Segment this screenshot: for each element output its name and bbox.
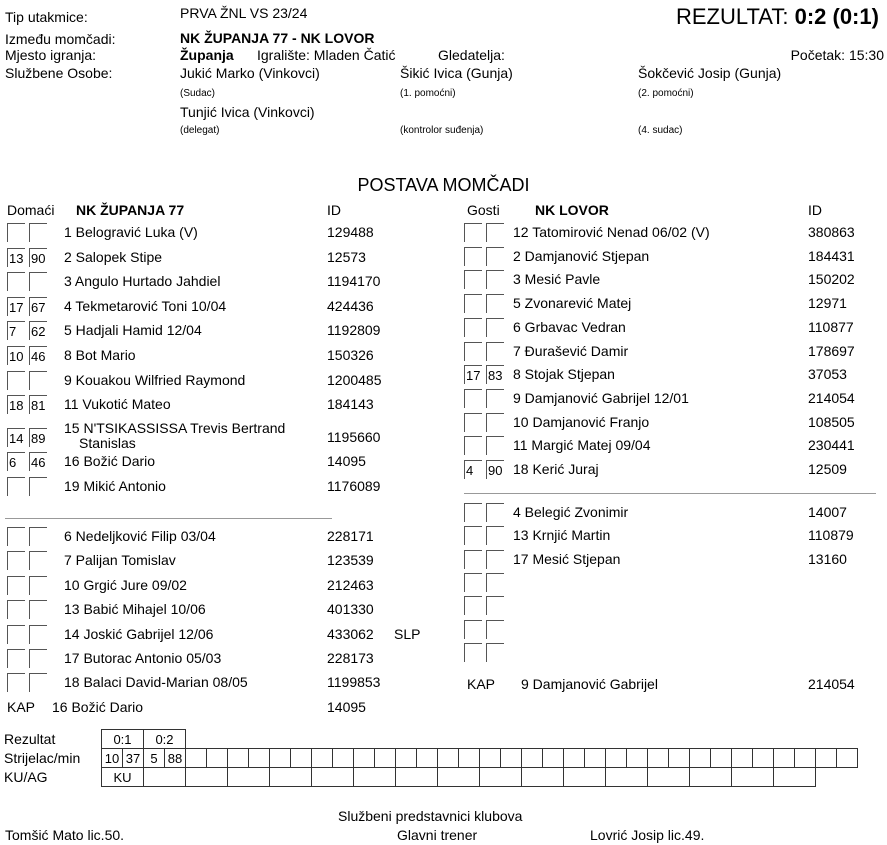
official-name: Šikić Ivica (Gunja)	[400, 65, 513, 81]
scorer-cell	[186, 749, 207, 768]
scorer-cell	[480, 749, 501, 768]
scorer-cell	[774, 749, 795, 768]
official-role: (4. sudac)	[638, 125, 683, 136]
sub-min-box	[486, 643, 504, 662]
kuag-cell	[354, 768, 396, 787]
player-id: 230441	[808, 437, 855, 454]
sub-in-box	[464, 223, 482, 242]
scorer-cell	[837, 749, 858, 768]
sub-min-box	[29, 272, 47, 291]
sub-in-box: 18	[7, 395, 25, 414]
scorer-cell	[312, 749, 333, 768]
sub-min-box: 83	[486, 365, 504, 384]
player-id: 13160	[808, 550, 847, 567]
sub-in-box	[7, 576, 25, 595]
player-id: 184431	[808, 247, 855, 264]
kuag-cell	[144, 768, 186, 787]
away-captain-id: 214054	[808, 676, 855, 692]
kuag-cell	[606, 768, 648, 787]
kuag-cell	[774, 768, 816, 787]
player-id: 12971	[808, 295, 847, 312]
player-name: 13 Krnjić Martin	[513, 527, 611, 544]
scorer-cell	[270, 749, 291, 768]
sub-in-box	[7, 477, 25, 496]
sub-min-box: 90	[29, 248, 47, 267]
official-name: Jukić Marko (Vinkovci)	[180, 65, 320, 81]
player-id: 1194170	[327, 273, 381, 290]
player-name: 5 Hadjali Hamid 12/04	[64, 322, 202, 339]
kuag-cell	[396, 768, 438, 787]
player-name: 8 Bot Mario	[64, 347, 136, 363]
scorer-cell	[438, 749, 459, 768]
sub-min-box: 90	[486, 460, 504, 479]
sub-min-box	[29, 551, 47, 570]
sub-in-box: 7	[7, 321, 25, 340]
sub-in-box	[7, 625, 25, 644]
sub-in-box	[7, 551, 25, 570]
scorer-cell	[333, 749, 354, 768]
sub-in-box	[464, 503, 482, 522]
representative-role: Glavni trener	[397, 827, 478, 843]
sub-in-box	[7, 600, 25, 619]
sub-min-box	[486, 596, 504, 615]
kuag-cell	[270, 768, 312, 787]
sub-min-box: 62	[29, 321, 47, 340]
score-cell: 0:2	[144, 730, 186, 749]
player-name: 17 Butorac Antonio 05/03	[64, 650, 222, 666]
player-id: 1192809	[327, 322, 381, 339]
scorer-cell	[669, 749, 690, 768]
player-name: 10 Damjanović Franjo	[513, 413, 650, 430]
pitch: Igralište: Mladen Čatić	[257, 47, 396, 63]
sub-min-box	[486, 247, 504, 266]
sub-min-box	[29, 371, 47, 390]
scorer-cell	[396, 749, 417, 768]
player-name: 13 Babić Mihajel 10/06	[64, 601, 206, 618]
away-representative: Lovrić Josip lic.49.	[590, 827, 705, 843]
away-side-label: Gosti	[467, 202, 500, 218]
player-name: 18 Balaci David-Marian 08/05	[64, 674, 248, 691]
player-name: 2 Salopek Stipe	[64, 248, 163, 265]
home-captain-id: 14095	[327, 699, 366, 715]
player-name: 1 Belogravić Luka (V)	[64, 224, 198, 240]
scorer-cell	[732, 749, 753, 768]
player-name: 5 Zvonarević Matej	[513, 295, 632, 312]
sub-in-box	[464, 247, 482, 266]
sub-min-box	[486, 318, 504, 337]
result-value: 0:2 (0:1)	[794, 4, 879, 29]
home-team: NK ŽUPANJA 77	[76, 202, 185, 218]
away-team: NK LOVOR	[535, 202, 609, 218]
sub-in-box: 17	[7, 297, 25, 316]
sub-in-box	[7, 673, 25, 692]
player-id: 108505	[808, 413, 855, 430]
player-name: 3 Mesić Pavle	[513, 271, 601, 288]
sub-min-box	[486, 294, 504, 313]
kuag-cell	[522, 768, 564, 787]
player-name: 12 Tatomirović Nenad 06/02 (V)	[513, 224, 710, 240]
sub-in-box: 4	[464, 460, 482, 479]
scorer-cell	[753, 749, 774, 768]
player-name: 11 Margić Matej 09/04	[513, 437, 651, 454]
between-label: Između momčadi:	[5, 31, 116, 47]
player-id: 228171	[327, 528, 374, 544]
kuag-cell	[564, 768, 606, 787]
venue-value: Županja	[180, 47, 234, 63]
sub-min-box	[29, 527, 47, 546]
sub-in-box	[7, 272, 25, 291]
sub-min-box	[486, 436, 504, 455]
player-id: 12509	[808, 461, 847, 477]
player-name: 7 Đurašević Damir	[513, 342, 629, 359]
sub-min-box	[486, 389, 504, 408]
sub-min-box	[29, 673, 47, 692]
sub-min-box	[486, 620, 504, 639]
home-captain: 16 Božić Dario	[52, 699, 144, 715]
player-id: 150202	[808, 271, 855, 288]
sub-min-box: 81	[29, 395, 47, 414]
sub-min-box: 67	[29, 297, 47, 316]
officials-label: Službene Osobe:	[5, 65, 113, 81]
player-id: 123539	[327, 552, 374, 569]
player-id: 110877	[808, 318, 854, 335]
official-role: (2. pomoćni)	[638, 88, 694, 99]
player-name: 3 Angulo Hurtado Jahdiel	[64, 273, 221, 290]
away-captain-label: KAP	[467, 676, 496, 692]
player-id: 37053	[808, 366, 847, 383]
away-divider	[464, 493, 876, 494]
sub-in-box	[464, 573, 482, 592]
scorer-cell	[375, 749, 396, 768]
official-name: Šokčević Josip (Gunja)	[638, 65, 782, 81]
official-role: (kontrolor suđenja)	[400, 125, 484, 136]
scorer-cell	[564, 749, 585, 768]
sub-min-box	[29, 576, 47, 595]
home-id-label: ID	[327, 202, 341, 218]
sub-in-box	[464, 526, 482, 545]
result-row-label: Rezultat	[4, 731, 56, 747]
result-label: REZULTAT:	[676, 4, 789, 29]
official-role: (1. pomoćni)	[400, 88, 456, 99]
scorer-cell: 88	[165, 749, 186, 768]
sub-in-box	[464, 620, 482, 639]
player-id: 150326	[327, 347, 374, 363]
scorer-cell	[543, 749, 564, 768]
kuag-cell	[690, 768, 732, 787]
kuag-cell	[732, 768, 774, 787]
player-name: 4 Belegić Zvonimir	[513, 504, 629, 520]
scorer-cell	[228, 749, 249, 768]
scorer-cell: 5	[144, 749, 165, 768]
scorer-cell: 37	[123, 749, 144, 768]
official-name: Tunjić Ivica (Vinkovci)	[180, 104, 315, 120]
home-side-label: Domaći	[7, 202, 55, 218]
score-cell: 0:1	[102, 730, 144, 749]
scorer-cell	[711, 749, 732, 768]
player-name: 19 Mikić Antonio	[64, 478, 166, 494]
result-table	[0, 729, 858, 787]
player-name: 9 Kouakou Wilfried Raymond	[64, 371, 246, 388]
sub-in-box	[7, 527, 25, 546]
scorer-cell	[417, 749, 438, 768]
between-value: NK ŽUPANJA 77 - NK LOVOR	[180, 30, 375, 46]
kuag-cell	[186, 768, 228, 787]
player-name: 10 Grgić Jure 09/02	[64, 576, 187, 593]
official-role: (Sudac)	[180, 88, 216, 99]
player-id: 14095	[327, 453, 366, 470]
scorer-cell	[585, 749, 606, 768]
sub-min-box	[486, 550, 504, 569]
sub-in-box: 14	[7, 428, 25, 447]
sub-min-box	[486, 526, 504, 545]
sub-in-box	[7, 649, 25, 668]
kuag-row-label: KU/AG	[4, 769, 48, 785]
player-id: 184143	[327, 396, 374, 413]
sub-in-box: 13	[7, 248, 25, 267]
sub-min-box	[486, 223, 504, 242]
player-id: 14007	[808, 504, 847, 520]
sub-min-box	[29, 600, 47, 619]
player-id: 212463	[327, 576, 374, 593]
sub-in-box	[464, 436, 482, 455]
player-id: 228173	[327, 650, 374, 666]
player-name: 7 Palijan Tomislav	[64, 552, 176, 569]
start-time: Početak: 15:30	[790, 47, 884, 63]
sub-min-box	[29, 649, 47, 668]
player-note: SLP	[394, 625, 421, 642]
player-id: 1200485	[327, 371, 382, 388]
scorer-cell	[291, 749, 312, 768]
sub-min-box: 89	[29, 428, 47, 447]
away-id-label: ID	[808, 202, 822, 218]
type-label: Tip utakmice:	[5, 9, 88, 25]
scorer-cell	[690, 749, 711, 768]
sub-in-box	[464, 318, 482, 337]
scorer-cell	[501, 749, 522, 768]
sub-in-box	[464, 596, 482, 615]
scorer-cell	[354, 749, 375, 768]
player-id: 178697	[808, 342, 855, 359]
kuag-cell	[312, 768, 354, 787]
sub-min-box	[29, 625, 47, 644]
sub-min-box	[486, 413, 504, 432]
away-captain: 9 Damjanović Gabrijel	[521, 676, 658, 692]
scorer-cell	[648, 749, 669, 768]
sub-in-box	[464, 270, 482, 289]
kuag-cell	[438, 768, 480, 787]
sub-min-box	[486, 503, 504, 522]
player-id: 424436	[327, 297, 374, 314]
sub-min-box: 46	[29, 346, 47, 365]
player-name: 8 Stojak Stjepan	[513, 366, 615, 383]
scorer-cell	[522, 749, 543, 768]
player-id: 12573	[327, 248, 366, 265]
official-role: (delegat)	[180, 125, 220, 136]
sub-min-box	[486, 342, 504, 361]
player-id: 110879	[808, 527, 854, 544]
spectators: Gledatelja:	[438, 47, 505, 63]
player-name: 4 Tekmetarović Toni 10/04	[64, 297, 227, 314]
sub-min-box	[486, 270, 504, 289]
player-id: 433062	[327, 625, 374, 642]
player-id: 380863	[808, 224, 855, 240]
lineup-title: POSTAVA MOMČADI	[357, 175, 530, 195]
scorer-cell	[795, 749, 816, 768]
sub-in-box	[464, 643, 482, 662]
sub-min-box	[486, 573, 504, 592]
sub-min-box	[29, 477, 47, 496]
player-name	[64, 421, 285, 451]
home-representative: Tomšić Mato lic.50.	[5, 827, 125, 843]
kuag-cell	[648, 768, 690, 787]
result-heading	[676, 4, 879, 30]
sub-in-box	[464, 413, 482, 432]
player-name-line: Stanislas	[79, 434, 136, 451]
scorer-cell	[207, 749, 228, 768]
player-name: 6 Nedeljković Filip 03/04	[64, 528, 216, 544]
player-name: 2 Damjanović Stjepan	[513, 247, 650, 264]
sub-in-box	[7, 223, 25, 242]
sub-in-box: 10	[7, 346, 25, 365]
sub-min-box: 46	[29, 452, 47, 471]
scorer-cell: 10	[102, 749, 123, 768]
sub-in-box: 6	[7, 452, 25, 471]
player-name: 9 Damjanović Gabrijel 12/01	[513, 389, 689, 406]
sub-in-box: 17	[464, 365, 482, 384]
kuag-cell	[480, 768, 522, 787]
sub-min-box	[29, 223, 47, 242]
player-name: 6 Grbavac Vedran	[513, 318, 626, 335]
scorer-cell	[606, 749, 627, 768]
sub-in-box	[464, 550, 482, 569]
player-id: 401330	[327, 601, 374, 618]
player-id: 214054	[808, 389, 855, 406]
player-name: 14 Joskić Gabrijel 12/06	[64, 625, 214, 642]
scorer-cell	[249, 749, 270, 768]
player-id: 1199853	[327, 674, 381, 691]
player-name-line: 15 N'TSIKASSISSA Trevis Bertrand	[64, 419, 286, 436]
player-id: 1195660	[327, 428, 381, 445]
scorer-cell	[459, 749, 480, 768]
kuag-cell: KU	[102, 768, 144, 787]
kuag-cell	[228, 768, 270, 787]
home-captain-label: KAP	[7, 699, 36, 715]
scorer-row-label: Strijelac/min	[4, 750, 81, 766]
scorer-cell	[627, 749, 648, 768]
player-name: 16 Božić Dario	[64, 453, 156, 470]
player-id: 1176089	[327, 478, 381, 494]
venue-label: Mjesto igranja:	[5, 47, 97, 63]
scorer-cell	[816, 749, 837, 768]
home-divider	[5, 518, 332, 519]
type-value: PRVA ŽNL VS 23/24	[180, 5, 308, 21]
sub-in-box	[464, 389, 482, 408]
representatives-title: Službeni predstavnici klubova	[338, 808, 523, 824]
sub-in-box	[7, 371, 25, 390]
sub-in-box	[464, 294, 482, 313]
player-name: 17 Mesić Stjepan	[513, 550, 621, 567]
player-id: 129488	[327, 224, 374, 240]
player-name: 11 Vukotić Mateo	[64, 396, 171, 413]
sub-in-box	[464, 342, 482, 361]
player-name: 18 Kerić Juraj	[513, 461, 599, 477]
